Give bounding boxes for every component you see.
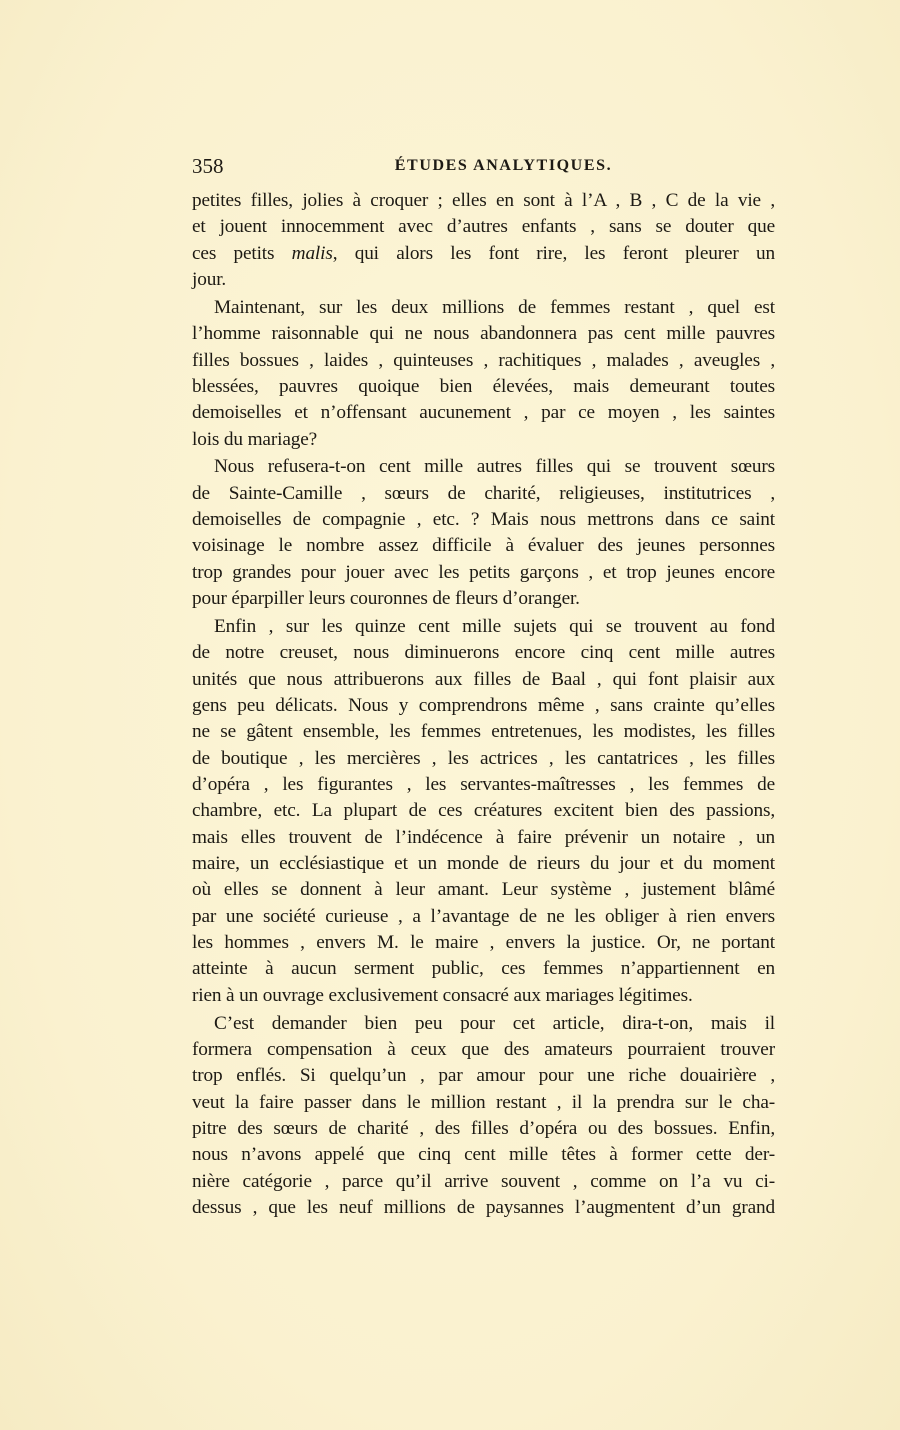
text-line: l’homme raisonnable qui ne nous abandonnera pas cent mille pauvres [192, 323, 775, 345]
text-line: chambre, etc. La plupart de ces créatures excitent bien des passions, [192, 800, 775, 822]
text-segment: , qui alors les font rire, les feront pleurer un [332, 242, 775, 264]
text-line: lois du mariage? [192, 428, 318, 450]
text-line: de notre creuset, nous diminuerons encore cinq cent mille autres [192, 642, 775, 664]
text-line: nière catégorie , parce qu’il arrive souvent , comme on l’a vu ci- [192, 1170, 775, 1192]
text-line: d’opéra , les figurantes , les servantes-maîtresses , les femmes de [192, 774, 775, 796]
text-line: C’est demander bien peu pour cet article, dira-t-on, mais il [214, 1012, 775, 1034]
page-header [192, 154, 775, 180]
text-line: blessées, pauvres quoique bien élevées, mais demeurant toutes [192, 375, 775, 397]
text-line: voisinage le nombre assez difficile à évaluer des jeunes personnes [192, 535, 775, 557]
text-line: filles bossues , laides , quinteuses , rachitiques , malades , aveugles , [192, 349, 775, 371]
text-line: mais elles trouvent de l’indécence à faire prévenir un notaire , un [192, 826, 775, 848]
text-line: rien à un ouvrage exclusivement consacré aux mariages légitimes. [192, 984, 693, 1006]
text-line: demoiselles de compagnie , etc. ? Mais nous mettrons dans ce saint [192, 509, 775, 531]
page-number: 358 [192, 154, 224, 178]
text-line: formera compensation à ceux que des amateurs pourraient trouver [192, 1039, 775, 1060]
page-body-text [192, 188, 775, 1221]
text-line: atteinte à aucun serment public, ces femmes n’appartiennent en [192, 958, 775, 980]
text-line [192, 241, 775, 267]
text-line: gens peu délicats. Nous y comprendrons même , sans crainte qu’elles [192, 695, 775, 717]
running-title: ÉTUDES ANALYTIQUES. [394, 157, 613, 174]
italic-word: malis [291, 242, 333, 264]
text-line: veut la faire passer dans le million restant , il la prendra sur le cha- [192, 1091, 775, 1113]
text-line: maire, un ecclésiastique et un monde de rieurs du jour et du moment [192, 853, 775, 875]
text-line: Maintenant, sur les deux millions de femmes restant , quel est [214, 296, 775, 318]
text-line: unités que nous attribuerons aux filles de Baal , qui font plaisir aux [192, 668, 775, 690]
text-line: Nous refusera-t-on cent mille autres filles qui se trouvent sœurs [214, 456, 775, 478]
text-line: par une société curieuse , a l’avantage de ne les obliger à rien envers [192, 905, 775, 927]
text-line: de boutique , les mercières , les actrices , les cantatrices , les filles [192, 747, 775, 769]
text-line: Enfin , sur les quinze cent mille sujets qui se trouvent au fond [214, 616, 775, 637]
text-segment: ces petits [192, 242, 292, 264]
text-line: de Sainte-Camille , sœurs de charité, religieuses, institutrices , [192, 482, 775, 504]
text-line: trop enflés. Si quelqu’un , par amour pour une riche douairière , [192, 1065, 775, 1087]
text-line: ne se gâtent ensemble, les femmes entretenues, les modistes, les filles [192, 721, 775, 743]
text-line: demoiselles et n’offensant aucunement , par ce moyen , les saintes [192, 402, 775, 424]
text-line: pour éparpiller leurs couronnes de fleurs d’oranger. [192, 588, 580, 610]
text-line: pitre des sœurs de charité , des filles d’opéra ou des bossues. Enfin, [192, 1118, 775, 1140]
text-line: petites filles, jolies à croquer ; elles en sont à l’A , B , C de la vie , [192, 190, 775, 211]
text-line: jour. [192, 269, 227, 291]
text-line: trop grandes pour jouer avec les petits garçons , et trop jeunes encore [192, 561, 775, 583]
text-line: les hommes , envers M. le maire , envers la justice. Or, ne portant [192, 932, 775, 954]
text-line: nous n’avons appelé que cinq cent mille têtes à former cette der- [192, 1144, 775, 1166]
text-line: où elles se donnent à leur amant. Leur système , justement blâmé [192, 879, 775, 901]
text-line: dessus , que les neuf millions de paysannes l’augmentent d’un grand [192, 1197, 775, 1219]
text-line: et jouent innocemment avec d’autres enfants , sans se douter que [192, 216, 775, 238]
